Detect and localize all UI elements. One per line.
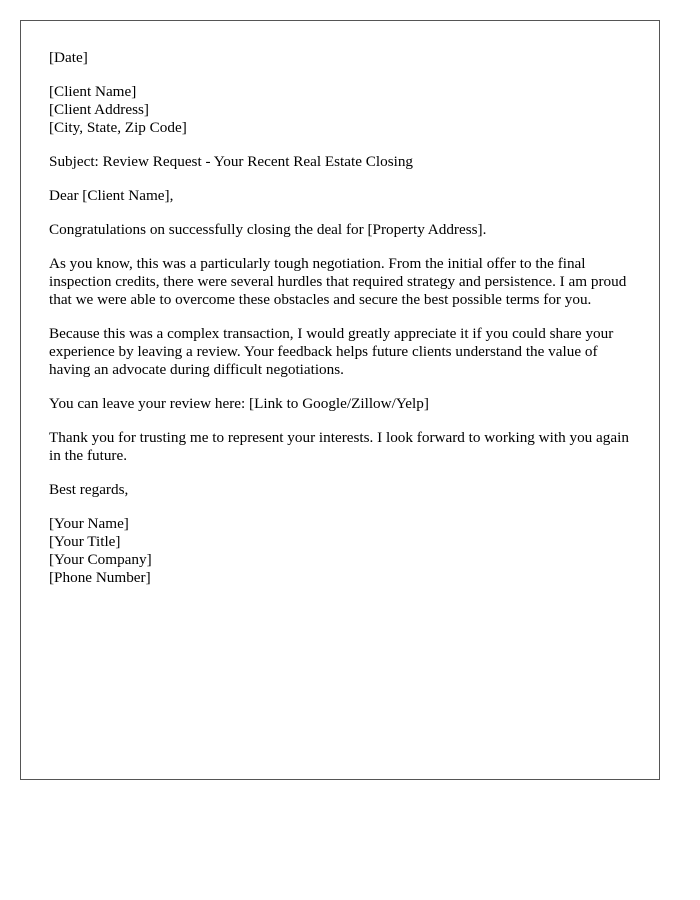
signature-name: [Your Name]	[49, 515, 129, 532]
signature-phone: [Phone Number]	[49, 569, 151, 586]
subject: Subject: Review Request - Your Recent Real Estate Closing	[49, 153, 414, 170]
subject-line	[49, 153, 631, 171]
paragraph-thank-you: Thank you for trusting me to represent your interests. I look forward to working with you again in the future.	[49, 429, 629, 464]
salutation: Dear [Client Name],	[49, 187, 174, 204]
recipient-address-block	[49, 83, 631, 137]
signature-company: [Your Company]	[49, 551, 152, 568]
paragraph-review-request: Because this was a complex transaction, I would greatly appreciate it if you could share your experience by leaving a review. Your feedback helps future clients understand the value of having an advocate during difficult negotiations.	[49, 325, 614, 378]
closing-line	[49, 481, 631, 499]
closing: Best regards,	[49, 481, 129, 498]
signature-block	[49, 515, 631, 587]
date: [Date]	[49, 49, 88, 66]
recipient-address: [Client Address]	[49, 101, 149, 118]
date-line	[49, 49, 631, 67]
paragraph-review-link: You can leave your review here: [Link to Google/Zillow/Yelp]	[49, 395, 429, 412]
salutation-line	[49, 187, 631, 205]
recipient-city-state-zip: [City, State, Zip Code]	[49, 119, 187, 136]
recipient-name: [Client Name]	[49, 83, 137, 100]
letter-page	[20, 20, 660, 780]
signature-title: [Your Title]	[49, 533, 121, 550]
paragraph-congratulations: Congratulations on successfully closing the deal for [Property Address].	[49, 221, 487, 238]
paragraph-negotiation: As you know, this was a particularly tough negotiation. From the initial offer to the final inspection credits, there were several hurdles that required strategy and persistence. I am proud that we were able to overcome these obstacles and secure the best possible terms for you.	[49, 255, 627, 308]
